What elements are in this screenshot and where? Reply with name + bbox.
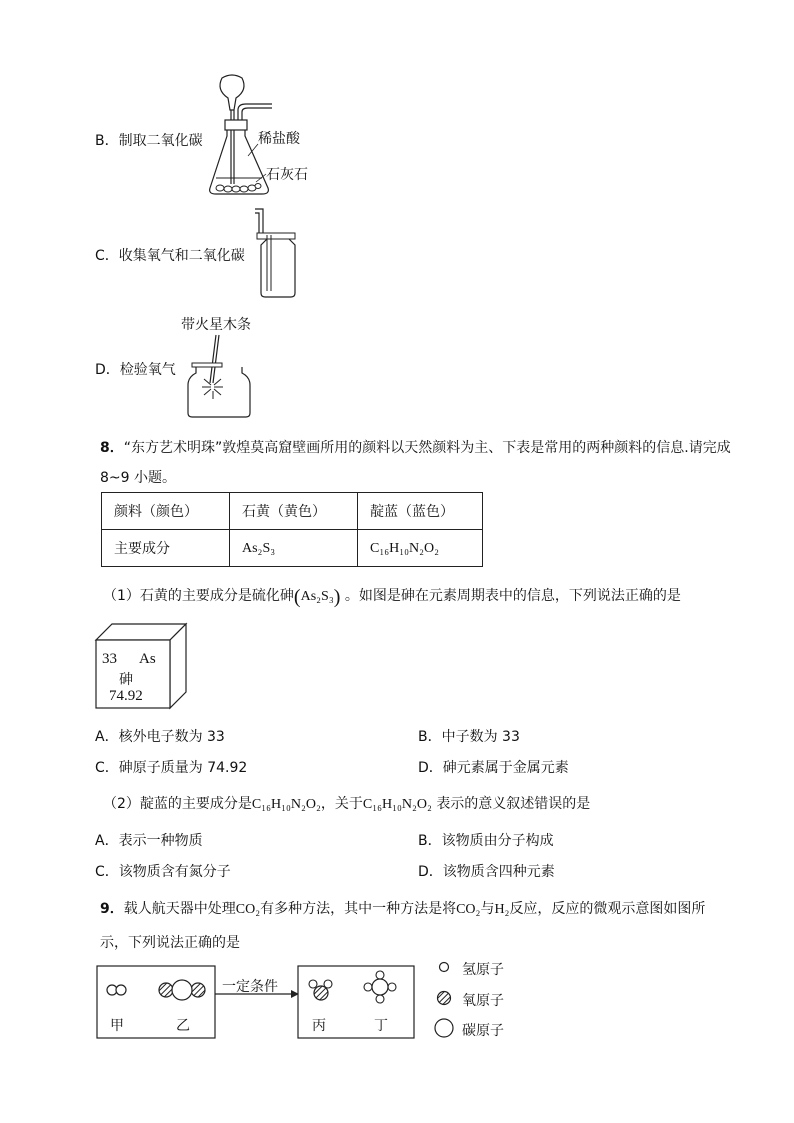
q9-number: 9．	[100, 901, 124, 917]
q8-sub2-text-after: 表示的意义叙述错误的是	[436, 796, 591, 812]
option-c-text: C．收集氧气和二氧化碳	[95, 248, 245, 264]
q8-intro	[100, 437, 731, 457]
q8-sub1-text-before: （1）石黄的主要成分是硫化砷	[103, 588, 294, 604]
q8-intro-line1: “东方艺术明珠”敦煌莫高窟壁画所用的颜料以天然颜料为主、下表是常用的两种颜料的信息.请完成	[123, 440, 731, 456]
formula-c16-inline-2: C₁₆H₁₀N₂O₂	[362, 797, 432, 812]
q8-sub2-option-b: B．该物质由分子构成	[418, 833, 554, 849]
oxygen-test-diagram	[180, 333, 260, 423]
option-d-text: D．检验氧气	[95, 362, 176, 378]
label-limestone: 石灰石	[266, 167, 308, 183]
element-number: 33	[102, 651, 117, 667]
formula-co2-2: CO₂	[456, 902, 481, 917]
q8-intro-line2: 8~9 小题。	[100, 470, 176, 486]
formula-c16-inline-1: C₁₆H₁₀N₂O₂	[251, 797, 321, 812]
q8-sub2-stem	[103, 793, 590, 813]
legend-oxygen: 氧原子	[462, 993, 504, 1009]
q8-sub1-stem: （1）石黄的主要成分是硫化砷(As₂S₃) 。如图是砷在元素周期表中的信息，下列说法正确的是	[103, 586, 681, 608]
label-yi: 乙	[176, 1018, 190, 1034]
label-bing: 丙	[312, 1018, 326, 1034]
formula-c16h10n2o2: C₁₆H₁₀N₂O₂	[370, 540, 439, 556]
label-ding: 丁	[374, 1018, 388, 1034]
q8-sub2-text-before: （2）靛蓝的主要成分是	[103, 796, 252, 812]
legend-hydrogen: 氢原子	[462, 962, 504, 978]
q8-number: 8．	[100, 440, 124, 456]
reaction-condition: 一定条件	[222, 979, 278, 995]
q8-sub2-option-d: D．该物质含四种元素	[418, 864, 555, 880]
label-dilute-hcl: 稀盐酸	[258, 131, 300, 147]
table-cell-main-component: 主要成分	[102, 530, 230, 567]
q8-sub1-option-d: D．砷元素属于金属元素	[418, 760, 569, 776]
q9-text2: 有多种方法，其中一种方法是将	[260, 901, 457, 917]
element-name: 砷	[119, 672, 133, 688]
formula-as2s3-inline: As₂S₃	[300, 589, 334, 604]
q8-sub2-text-mid: ，关于	[320, 796, 363, 812]
q9-stem-line2: 示，下列说法正确的是	[100, 935, 240, 951]
atom-legend-symbols	[434, 956, 464, 1042]
table-row	[102, 530, 483, 567]
q9-stem-line1	[100, 898, 705, 918]
oxygen-atom-symbol	[438, 992, 451, 1005]
gas-collection-bottle-diagram	[245, 205, 305, 305]
q9-text1: 载人航天器中处理	[123, 901, 236, 917]
q8-sub2-option-a: A．表示一种物质	[95, 833, 203, 849]
table-header-pigment: 颜料（颜色）	[102, 493, 230, 530]
q8-sub1-option-b: B．中子数为 33	[418, 729, 520, 745]
label-glowing-splint: 带火星木条	[181, 317, 251, 333]
element-symbol: As	[139, 651, 156, 667]
option-b-text: B．制取二氧化碳	[95, 133, 203, 149]
formula-co2-1: CO₂	[235, 902, 261, 917]
formula-as2s3: As₂S₃	[242, 540, 276, 556]
q9-text3: 与	[480, 901, 495, 917]
table-cell-formula2	[358, 530, 483, 567]
h2-molecule-atom	[116, 985, 126, 995]
formula-h2: H₂	[494, 902, 510, 917]
q8-sub1-text-after: 。如图是砷在元素周期表中的信息，下列说法正确的是	[344, 588, 681, 604]
q8-sub1-option-a: A．核外电子数为 33	[95, 729, 225, 745]
label-jia: 甲	[110, 1018, 124, 1034]
q8-sub1-option-c: C．砷原子质量为 74.92	[95, 760, 248, 776]
table-header-orpiment: 石黄（黄色）	[230, 493, 358, 530]
q9-text4: 反应，反应的微观示意图如图所	[509, 901, 706, 917]
table-cell-formula1	[230, 530, 358, 567]
carbon-atom-symbol	[435, 1019, 453, 1037]
legend-carbon: 碳原子	[462, 1023, 504, 1039]
table-row	[102, 493, 483, 530]
q8-sub2-option-c: C．该物质含有氮分子	[95, 864, 231, 880]
element-mass: 74.92	[109, 688, 143, 704]
table-header-indigo: 靛蓝（蓝色）	[358, 493, 483, 530]
hydrogen-atom-symbol	[440, 963, 449, 972]
pigment-table	[101, 492, 483, 567]
